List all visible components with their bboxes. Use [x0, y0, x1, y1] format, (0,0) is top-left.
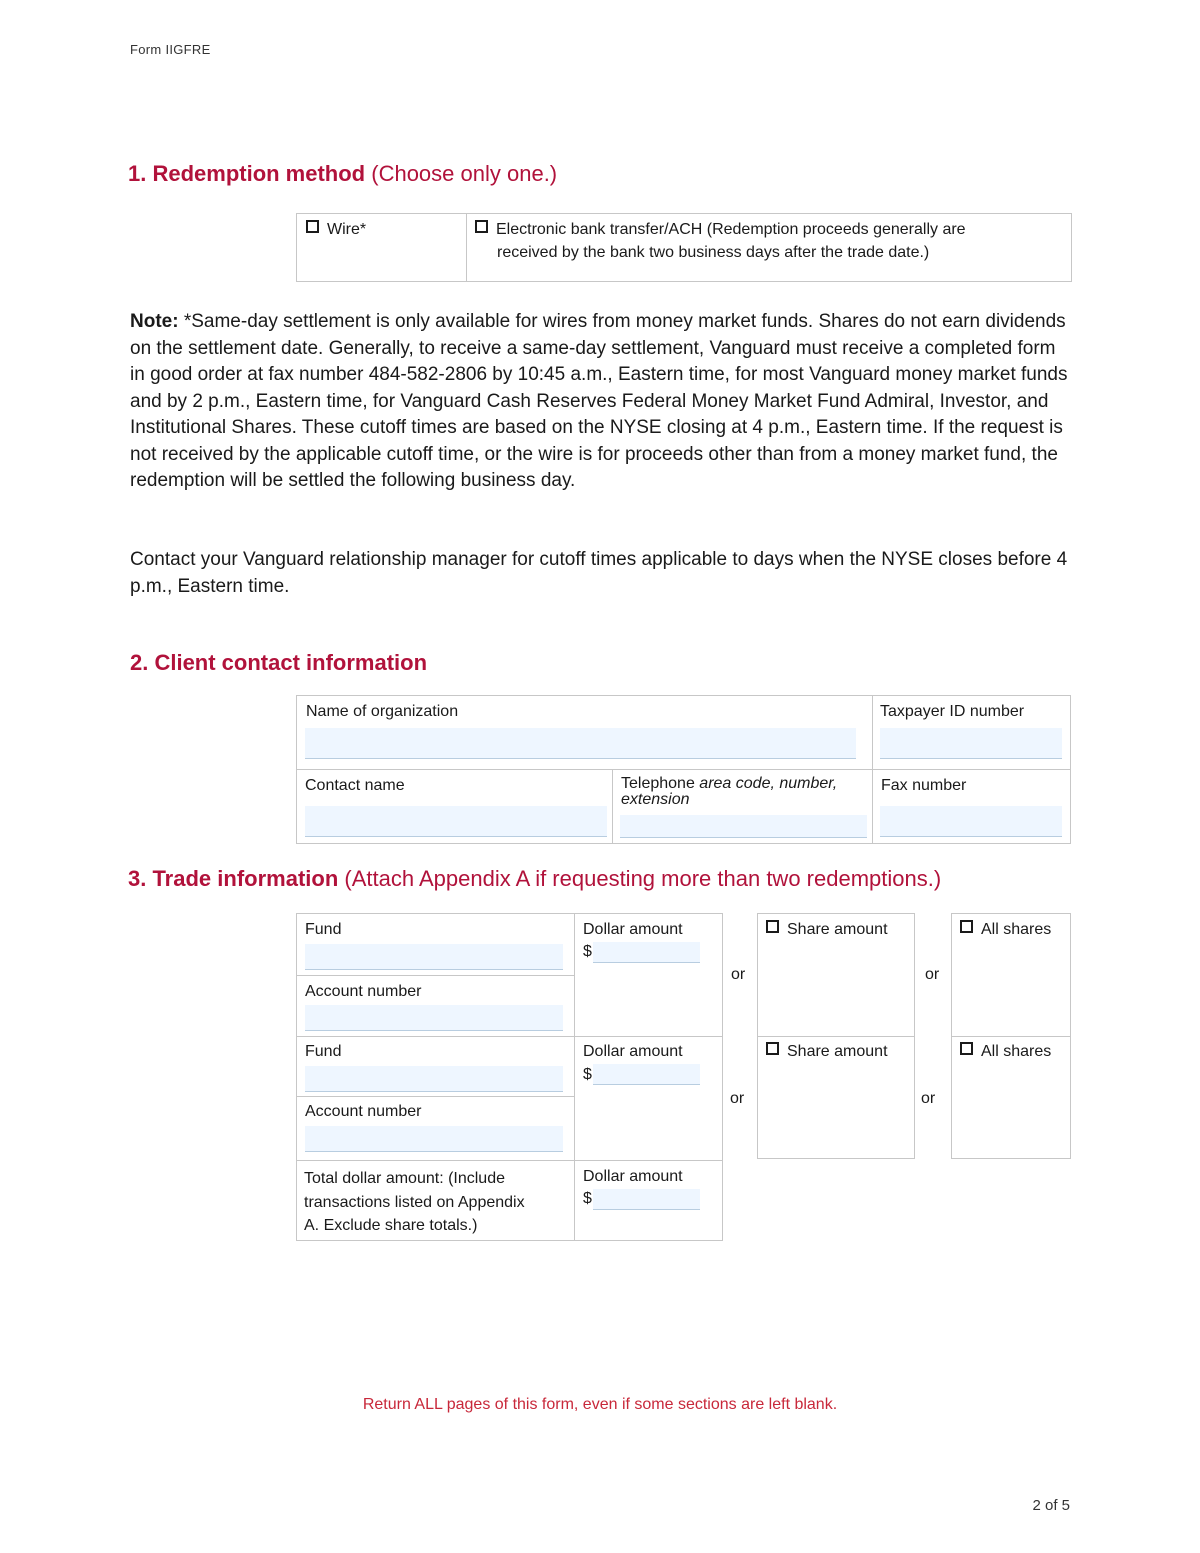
- section2-heading: [130, 650, 427, 676]
- total-line-1: Total dollar amount: (Include: [304, 1170, 505, 1187]
- share-amount-option-2[interactable]: [766, 1042, 888, 1061]
- dollar-input-total[interactable]: [593, 1189, 700, 1210]
- telephone-label: Telephone: [621, 775, 695, 792]
- telephone-hint-ext: extension: [621, 791, 690, 808]
- total-line-3: A. Exclude share totals.): [304, 1217, 478, 1234]
- divider: [296, 1036, 723, 1037]
- or-label: or: [730, 1090, 745, 1107]
- fax-input[interactable]: [880, 806, 1062, 837]
- ach-label-line2: received by the bank two business days after the trade date.): [497, 244, 930, 261]
- ach-option[interactable]: [475, 220, 1065, 239]
- account-input-2[interactable]: [305, 1126, 563, 1152]
- section1-title: 1. Redemption method: [128, 161, 366, 186]
- telephone-label-block: [621, 776, 837, 808]
- wire-checkbox[interactable]: [306, 220, 319, 233]
- section3-heading: [128, 866, 941, 892]
- share-amount-checkbox-2[interactable]: [766, 1042, 779, 1055]
- divider: [296, 975, 574, 976]
- divider: [296, 1096, 574, 1097]
- or-label: or: [731, 966, 746, 983]
- fund-label-2: Fund: [305, 1043, 342, 1060]
- share-amount-label-1: Share amount: [787, 921, 888, 938]
- wire-label: Wire*: [327, 221, 367, 238]
- form-id: Form IIGFRE: [130, 42, 211, 57]
- all-shares-option-2[interactable]: [960, 1042, 1051, 1061]
- return-message: Return ALL pages of this form, even if some sections are left blank.: [362, 1396, 838, 1413]
- all-shares-checkbox-2[interactable]: [960, 1042, 973, 1055]
- note-text: *Same-day settlement is only available for wires from money market funds. Shares do not earn dividends on the settlement date. Generally, to receive a same-day settlement, Vanguard must receive a completed form in good order at fax number 484-582-2806 by 10:45 a.m., Eastern time, for most Vanguard money market funds and by 2 p.m., Eastern time, for Vanguard Cash Reserves Federal Money Market Fund Admiral, Investor, and Institutional Shares. These cutoff times are based on the NYSE closing at 4 p.m., Eastern time. If the request is not received by the applicable cutoff time, or the wire is for proceeds other than from a money market fund, the redemption will be settled the following business day.: [130, 311, 1068, 491]
- section3-subtitle: (Attach Appendix A if requesting more than two redemptions.): [344, 866, 942, 891]
- all-shares-label-2: All shares: [981, 1043, 1052, 1060]
- note-label: Note:: [130, 311, 179, 332]
- account-label-1: Account number: [305, 983, 422, 1000]
- all-shares-checkbox-1[interactable]: [960, 920, 973, 933]
- wire-option[interactable]: [306, 220, 366, 239]
- account-input-1[interactable]: [305, 1005, 563, 1031]
- ach-checkbox[interactable]: [475, 220, 488, 233]
- fund-label-1: Fund: [305, 921, 342, 938]
- dollar-input-1[interactable]: [593, 942, 700, 963]
- section1-subtitle: (Choose only one.): [371, 161, 558, 186]
- taxpayer-id-input[interactable]: [880, 728, 1062, 759]
- divider: [574, 913, 575, 1241]
- contact-name-label: Contact name: [305, 777, 405, 794]
- total-line-2: transactions listed on Appendix: [304, 1193, 525, 1211]
- org-name-label: Name of organization: [306, 703, 459, 720]
- page-number: 2 of 5: [1032, 1497, 1070, 1514]
- section1-heading: [128, 161, 557, 187]
- divider: [466, 213, 467, 282]
- ach-label-line1: Electronic bank transfer/ACH (Redemption proceeds generally are: [496, 221, 966, 238]
- telephone-hint: area code, number,: [699, 775, 838, 792]
- fax-label: Fax number: [881, 777, 967, 794]
- currency-symbol-2: $: [583, 1066, 592, 1083]
- all-shares-option-1[interactable]: [960, 920, 1051, 939]
- org-name-input[interactable]: [305, 728, 856, 759]
- dollar-label-1: Dollar amount: [583, 921, 683, 938]
- taxpayer-id-label: Taxpayer ID number: [880, 703, 1025, 720]
- account-label-2: Account number: [305, 1103, 422, 1120]
- dollar-label-total: Dollar amount: [583, 1168, 683, 1185]
- settlement-note: [130, 309, 1075, 495]
- contact-name-input[interactable]: [305, 806, 607, 837]
- section3-title: 3. Trade information: [128, 866, 339, 891]
- total-dollar-label: [304, 1167, 525, 1238]
- currency-symbol-total: $: [583, 1190, 592, 1207]
- contact-paragraph: Contact your Vanguard relationship manager for cutoff times applicable to days when the NYSE closes before 4 p.m., Eastern time.: [130, 549, 1068, 597]
- share-amount-label-2: Share amount: [787, 1043, 888, 1060]
- divider: [296, 1160, 723, 1161]
- dollar-input-2[interactable]: [593, 1064, 700, 1085]
- share-amount-option-1[interactable]: [766, 920, 888, 939]
- dollar-label-2: Dollar amount: [583, 1043, 683, 1060]
- fund-input-1[interactable]: [305, 944, 563, 970]
- currency-symbol-1: $: [583, 943, 592, 960]
- fund-input-2[interactable]: [305, 1066, 563, 1092]
- divider: [296, 769, 1071, 770]
- section2-title: 2. Client contact information: [130, 650, 428, 675]
- share-amount-checkbox-1[interactable]: [766, 920, 779, 933]
- telephone-input[interactable]: [620, 815, 867, 838]
- or-label: or: [921, 1090, 936, 1107]
- all-shares-label-1: All shares: [981, 921, 1052, 938]
- or-label: or: [925, 966, 940, 983]
- divider: [612, 769, 613, 844]
